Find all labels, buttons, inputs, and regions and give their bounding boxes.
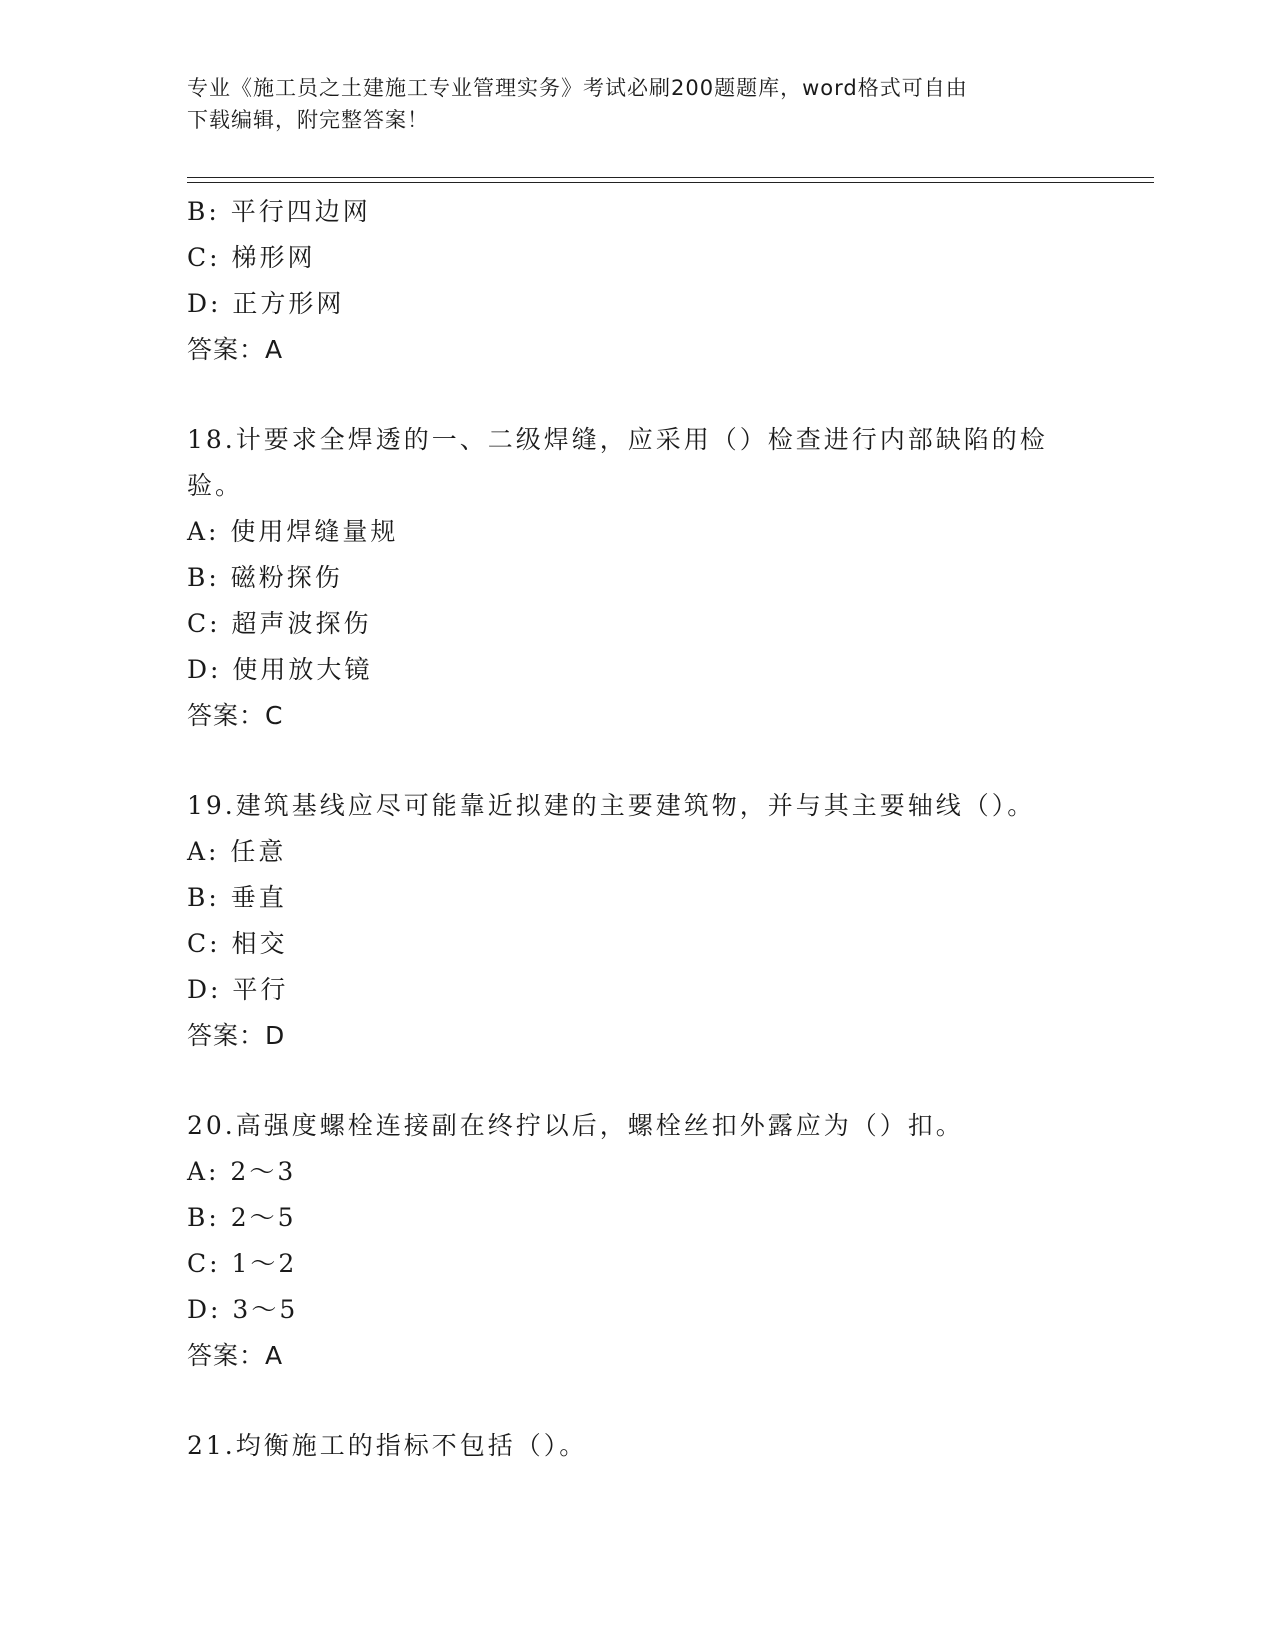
option-b: B: 垂直 [187, 883, 287, 912]
option-c: C: 1～2 [187, 1249, 298, 1278]
question-19 [187, 783, 1087, 1059]
question-21 [187, 1423, 1087, 1469]
option-a: A: 使用焊缝量规 [187, 517, 399, 546]
option-d: D: 3～5 [187, 1295, 299, 1324]
question-text: 18.计要求全焊透的一、二级焊缝，应采用（）检查进行内部缺陷的检 [187, 425, 1048, 454]
option-a: A: 任意 [187, 837, 287, 866]
answer-label: 答案：D [187, 1021, 286, 1050]
answer-label: 答案：C [187, 701, 284, 730]
question-20 [187, 1103, 1087, 1379]
answer-label: 答案：A [187, 1341, 284, 1370]
question-18 [187, 417, 1087, 739]
header-divider-bottom [187, 182, 1154, 183]
header-line-1: 专业《施工员之土建施工专业管理实务》考试必刷200题题库，word格式可自由 [187, 76, 968, 100]
option-d: D: 使用放大镜 [187, 655, 373, 684]
option-a: A: 2～3 [187, 1157, 297, 1186]
question-text: 21.均衡施工的指标不包括（）。 [187, 1431, 588, 1460]
question-text-continued: 验。 [187, 471, 244, 500]
answer-label: 答案：A [187, 335, 284, 364]
question-list [187, 189, 1087, 1469]
option-b: B: 2～5 [187, 1203, 297, 1232]
option-c: C: 超声波探伤 [187, 609, 372, 638]
option-d: D: 平行 [187, 975, 289, 1004]
option-b: B: 磁粉探伤 [187, 563, 343, 592]
option-c: C: 相交 [187, 929, 288, 958]
header-line-2: 下载编辑，附完整答案！ [187, 108, 429, 132]
question-text: 20.高强度螺栓连接副在终拧以后，螺栓丝扣外露应为（）扣。 [187, 1111, 964, 1140]
document-header [187, 72, 1087, 136]
option-b: B: 平行四边网 [187, 197, 371, 226]
question-text: 19.建筑基线应尽可能靠近拟建的主要建筑物，并与其主要轴线（）。 [187, 791, 1036, 820]
option-d: D: 正方形网 [187, 289, 345, 318]
header-divider-top [187, 177, 1154, 178]
question-17-continued [187, 189, 1087, 373]
option-c: C: 梯形网 [187, 243, 316, 272]
